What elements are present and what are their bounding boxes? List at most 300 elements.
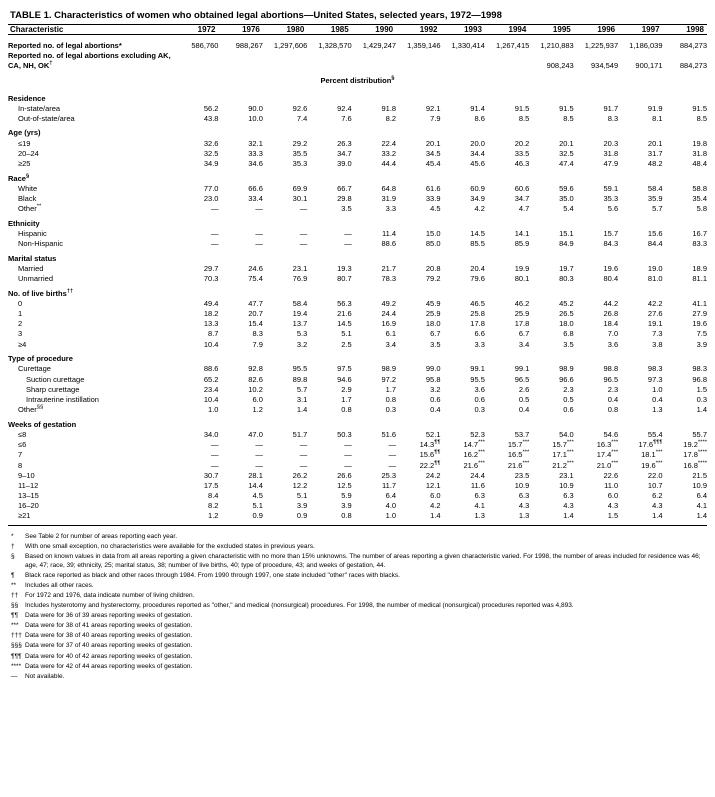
table-cell: 95.5 xyxy=(292,364,308,374)
table-cell: 33.3 xyxy=(248,148,263,158)
table-cell: 56.2 xyxy=(203,103,219,113)
table-cell: 79.6 xyxy=(470,274,485,284)
table-cell: 23.1 xyxy=(292,263,308,273)
table-row xyxy=(8,374,707,384)
table-cell: 2.6 xyxy=(518,384,530,394)
table-cell: 3.9 xyxy=(341,501,352,511)
table-cell: 61.6 xyxy=(425,183,441,193)
empty-cell xyxy=(574,123,618,138)
table-row xyxy=(8,204,707,214)
table-cell: 13.3 xyxy=(203,319,219,329)
table-cell: 4.3 xyxy=(563,501,574,511)
row-label: 13–15 xyxy=(18,491,39,501)
column-header-1998: 1998 xyxy=(686,25,704,34)
table-row xyxy=(8,138,707,148)
table-row xyxy=(8,339,707,349)
empty-cell xyxy=(663,415,707,430)
empty-cell xyxy=(618,169,662,184)
table-cell: 4.7 xyxy=(518,204,530,214)
empty-cell xyxy=(174,169,218,184)
table-cell: 7.5 xyxy=(696,329,707,339)
row-label: 16–20 xyxy=(18,501,39,511)
table-cell: 98.8 xyxy=(603,364,619,374)
table-cell: 91.5 xyxy=(514,103,530,113)
row-label: Reported no. of legal abortions* xyxy=(8,40,122,50)
table-cell: 28.1 xyxy=(248,470,263,480)
table-group-row xyxy=(8,284,707,299)
table-cell: 3.5 xyxy=(430,339,441,349)
table-cell: 24.6 xyxy=(248,263,263,273)
row-label: White xyxy=(18,183,38,193)
empty-cell xyxy=(441,415,485,430)
table-cell: 18.1*** xyxy=(641,449,663,460)
table-cell: 8.2 xyxy=(208,501,219,511)
table-cell: 98.9 xyxy=(559,364,574,374)
table-cell: 0.3 xyxy=(474,405,485,415)
table-cell: 988,267 xyxy=(235,40,263,50)
empty-cell xyxy=(441,349,485,364)
table-cell: 80.1 xyxy=(514,274,530,284)
row-label: 3 xyxy=(18,329,23,339)
empty-cell xyxy=(574,349,618,364)
table-cell: 15.4 xyxy=(248,319,263,329)
footnote-mark: †† xyxy=(11,592,19,600)
table-cell: 85.5 xyxy=(470,239,485,249)
empty-cell xyxy=(441,169,485,184)
table-row xyxy=(8,40,707,51)
table-bottom-rule xyxy=(8,521,707,526)
table-cell: 3.9 xyxy=(696,339,707,349)
table-cell: 54.6 xyxy=(603,429,619,439)
table-cell: 19.9 xyxy=(514,263,530,273)
table-row xyxy=(8,113,707,123)
table-cell: 85.0 xyxy=(425,239,441,249)
row-label: 7 xyxy=(18,450,23,460)
table-cell: 81.0 xyxy=(647,274,663,284)
table-cell: 10.4 xyxy=(203,395,219,404)
table-cell: 55.4 xyxy=(647,429,663,439)
table-cell: 0.5 xyxy=(563,395,574,404)
table-cell: 24.4 xyxy=(470,470,485,480)
row-label: Unmarried xyxy=(18,274,54,284)
table-row xyxy=(8,394,707,404)
table-cell: 45.6 xyxy=(470,159,485,169)
row-label: Weeks of gestation xyxy=(8,419,77,429)
footnote-mark: **** xyxy=(11,662,22,670)
table-cell: 6.6 xyxy=(474,329,485,339)
table-cell: 4.2 xyxy=(430,501,441,511)
table-cell: — xyxy=(299,228,308,238)
empty-cell xyxy=(529,169,573,184)
row-label: Other** xyxy=(18,203,42,214)
table-cell: 0.3 xyxy=(696,395,707,404)
empty-cell xyxy=(174,349,218,364)
empty-cell xyxy=(574,169,618,184)
table-cell: 3.4 xyxy=(385,339,397,349)
table-cell: 1.3 xyxy=(518,511,530,521)
table-row xyxy=(8,183,707,193)
table-cell: 5.1 xyxy=(296,491,308,501)
footnote-item xyxy=(8,673,707,682)
table-row xyxy=(8,263,707,273)
table-cell: 17.8 xyxy=(470,319,485,329)
table-cell: 5.8 xyxy=(696,204,707,214)
empty-cell xyxy=(441,284,485,299)
table-cell: 66.6 xyxy=(248,183,263,193)
table-cell: 900,171 xyxy=(635,60,663,70)
empty-cell xyxy=(218,349,262,364)
table-cell: 47.9 xyxy=(603,159,619,169)
table-cell: — xyxy=(299,460,308,470)
table-row xyxy=(8,480,707,490)
table-row xyxy=(8,405,707,415)
empty-cell xyxy=(396,214,440,229)
table-row xyxy=(8,319,707,329)
table-cell: 20.0 xyxy=(470,138,485,148)
row-label: 11–12 xyxy=(18,480,39,490)
table-cell: 21.5 xyxy=(692,470,707,480)
footnote-text: Includes hysterotomy and hysterectomy, procedures reported as "other," and medical (nonsurgical) procedures. For 1998, the number of medical (nonsurgical) procedures reported was 4,893. xyxy=(25,602,574,610)
table-cell: 1.2 xyxy=(252,405,263,415)
table-cell: 17.5 xyxy=(203,480,219,490)
table-cell: 33.2 xyxy=(381,148,397,158)
table-cell: 16.7 xyxy=(692,228,707,238)
table-cell: 1,297,606 xyxy=(273,40,308,50)
empty-cell xyxy=(396,89,440,104)
table-cell: 32.5 xyxy=(203,148,219,158)
row-label: ≥25 xyxy=(18,159,31,169)
table-cell: 91.9 xyxy=(647,103,663,113)
table-cell: 14.7*** xyxy=(463,439,485,450)
table-cell: 5.1 xyxy=(341,329,352,339)
row-label: Curettage xyxy=(18,364,51,374)
table-cell: 21.6*** xyxy=(463,460,485,470)
table-cell: 4.5 xyxy=(430,204,441,214)
table-cell: 12.5 xyxy=(337,480,352,490)
table-cell: — xyxy=(299,450,308,460)
table-cell: 3.4 xyxy=(518,339,530,349)
table-cell: 8.7 xyxy=(208,329,219,339)
row-label: In-state/area xyxy=(18,103,61,113)
table-cell: 0.8 xyxy=(341,511,352,521)
row-label: Marital status xyxy=(8,253,57,263)
footnote-item xyxy=(8,612,707,621)
row-label: Type of procedure xyxy=(8,354,73,364)
table-cell: 3.2 xyxy=(296,339,308,349)
table-cell: 17.6¶¶¶ xyxy=(638,439,663,450)
table-cell: 34.7 xyxy=(337,148,352,158)
table-cell: 65.2 xyxy=(203,374,219,384)
table-cell: 26.8 xyxy=(603,309,619,319)
table-cell: 97.5 xyxy=(337,364,352,374)
table-cell: 7.3 xyxy=(652,329,663,339)
table-row xyxy=(8,440,707,450)
column-header-1976: 1976 xyxy=(242,25,260,34)
table-cell: 33.4 xyxy=(248,194,263,203)
empty-cell xyxy=(441,249,485,264)
table-cell: 17.1*** xyxy=(552,449,574,460)
table-cell: 14.4 xyxy=(248,480,263,490)
table-cell: 23.0 xyxy=(203,194,219,203)
table-cell: 5.7 xyxy=(652,204,663,214)
table-cell: 6.8 xyxy=(563,329,574,339)
table-row xyxy=(8,274,707,284)
empty-cell xyxy=(263,349,307,364)
table-cell: 27.9 xyxy=(692,309,707,319)
empty-cell xyxy=(485,89,529,104)
empty-cell xyxy=(263,415,307,430)
footnote-mark: §§§ xyxy=(11,642,22,650)
table-cell: 884,273 xyxy=(679,40,707,50)
footnote-text: Data were for 36 of 39 areas reporting weeks of gestation. xyxy=(25,612,193,620)
table-cell: 25.9 xyxy=(514,309,530,319)
column-header-1985: 1985 xyxy=(330,25,349,34)
table-cell: 0.4 xyxy=(430,405,441,415)
table-cell: 30.7 xyxy=(203,470,219,480)
table-cell: 0.6 xyxy=(430,395,441,404)
table-cell: 6.4 xyxy=(696,491,707,501)
empty-cell xyxy=(307,123,351,138)
table-cell: 29.8 xyxy=(337,194,352,203)
empty-cell xyxy=(441,214,485,229)
row-label: Black xyxy=(18,194,37,203)
empty-cell xyxy=(396,169,440,184)
table-cell: 60.9 xyxy=(470,183,485,193)
table-cell: 14.5 xyxy=(470,228,485,238)
table-cell: 10.7 xyxy=(647,480,663,490)
empty-cell xyxy=(663,249,707,264)
table-cell: 59.6 xyxy=(559,183,574,193)
table-cell: 1.4 xyxy=(652,511,663,521)
empty-cell xyxy=(218,214,262,229)
table-cell: 19.7 xyxy=(559,263,574,273)
table-cell: 20.4 xyxy=(470,263,485,273)
row-label: 2 xyxy=(18,319,23,329)
footnote-mark: — xyxy=(11,672,18,680)
footnote-text: Includes all other races. xyxy=(25,581,94,589)
table-cell: 96.5 xyxy=(603,374,619,384)
table-cell: 34.0 xyxy=(203,429,219,439)
row-label: Suction curettage xyxy=(26,374,85,384)
table-group-row xyxy=(8,123,707,138)
empty-cell xyxy=(485,249,529,264)
empty-cell xyxy=(352,169,396,184)
table-cell: 15.7*** xyxy=(507,439,530,450)
column-header-1997: 1997 xyxy=(641,25,660,34)
table-cell: 0.8 xyxy=(607,405,619,415)
row-label: Sharp curettage xyxy=(26,384,80,394)
table-cell: 26.2 xyxy=(292,470,308,480)
table-cell: 0.8 xyxy=(385,395,397,404)
table-cell: 19.6 xyxy=(603,263,619,273)
table-cell: 96.5 xyxy=(514,374,530,384)
table-cell: 15.6 xyxy=(647,228,663,238)
table-cell: 32.5 xyxy=(559,148,574,158)
table-cell: 20.1 xyxy=(559,138,574,148)
table-cell: 11.7 xyxy=(382,480,397,490)
footnote-mark: *** xyxy=(11,622,19,630)
table-row xyxy=(8,329,707,339)
row-label: ≤6 xyxy=(18,440,27,450)
empty-cell xyxy=(529,214,573,229)
footnote-text: Based on known values in data from all areas reporting a given characteristic with no more than 15% unknowns. The number of areas reporting a given characteristic varied. For 1998, the number of areas included for residence was 46; age, 47; race, 39; ethnicity, 25; marital status, 38; number of live births, 40; type of procedure, 43; and weeks of gestation, 44. xyxy=(25,553,701,569)
table-cell: 14.1 xyxy=(514,228,530,238)
table-cell: 19.6 xyxy=(692,319,707,329)
empty-cell xyxy=(485,415,529,430)
table-cell: 6.7 xyxy=(430,329,441,339)
table-cell: 4.2 xyxy=(474,204,485,214)
table-cell: 3.1 xyxy=(296,395,308,404)
table-cell: 7.9 xyxy=(252,339,263,349)
table-cell: 83.3 xyxy=(692,239,707,249)
table-cell: 7.9 xyxy=(430,113,441,123)
table-cell: — xyxy=(210,228,219,238)
table-cell: 908,243 xyxy=(546,60,574,70)
table-row xyxy=(8,298,707,308)
table-cell: 19.4 xyxy=(292,309,308,319)
table-cell: 98.3 xyxy=(692,364,707,374)
table-cell: 26.5 xyxy=(559,309,574,319)
footnote-item xyxy=(8,653,707,662)
table-cell: 3.5 xyxy=(563,339,574,349)
empty-cell xyxy=(218,123,262,138)
table-cell: 30.1 xyxy=(292,194,308,203)
table-cell: 33.9 xyxy=(425,194,441,203)
table-cell: 6.7 xyxy=(518,329,530,339)
row-label: Age (yrs) xyxy=(8,128,41,138)
empty-cell xyxy=(529,415,573,430)
table-cell: — xyxy=(299,239,308,249)
table-cell: 80.3 xyxy=(559,274,574,284)
empty-cell xyxy=(574,89,618,104)
column-header-1996: 1996 xyxy=(597,25,616,34)
row-label: 1 xyxy=(18,309,23,319)
empty-cell xyxy=(263,89,307,104)
table-cell: 17.8 xyxy=(514,319,530,329)
table-cell: 19.3 xyxy=(337,263,352,273)
row-label: Race§ xyxy=(8,173,30,183)
row-label: No. of live births†† xyxy=(8,288,74,298)
column-header-1993: 1993 xyxy=(464,25,482,34)
table-cell: 35.4 xyxy=(692,194,707,203)
table-cell: 1,186,039 xyxy=(629,40,663,50)
table-cell: 29.2 xyxy=(292,138,308,148)
empty-cell xyxy=(307,284,351,299)
table-row xyxy=(8,158,707,168)
empty-cell xyxy=(218,284,262,299)
table-cell: 7.4 xyxy=(296,113,308,123)
row-label: Hispanic xyxy=(18,228,47,238)
empty-cell xyxy=(352,249,396,264)
table-cell: 17.4*** xyxy=(596,449,619,460)
table-cell: 79.2 xyxy=(425,274,441,284)
empty-cell xyxy=(663,169,707,184)
table-cell: 4.1 xyxy=(474,501,485,511)
table-cell: 58.4 xyxy=(647,183,663,193)
empty-cell xyxy=(529,123,573,138)
table-cell: 96.8 xyxy=(692,374,707,384)
table-cell: 11.6 xyxy=(470,480,485,490)
table-row xyxy=(8,450,707,460)
table-cell: 20.2 xyxy=(514,138,530,148)
table-cell: 5.3 xyxy=(296,329,308,339)
table-cell: 7.6 xyxy=(341,113,352,123)
table-cell: 6.0 xyxy=(607,491,619,501)
table-cell: 16.2*** xyxy=(463,449,485,460)
table-row xyxy=(8,491,707,501)
table-cell: 14.5 xyxy=(337,319,352,329)
table-cell: 1.0 xyxy=(208,405,219,415)
table-cell: 22.2¶¶ xyxy=(419,460,441,470)
table-cell: 25.9 xyxy=(425,309,441,319)
table-row xyxy=(8,148,707,158)
table-cell xyxy=(218,51,262,71)
footnote-text: Data were for 38 of 41 areas reporting weeks of gestation. xyxy=(25,622,193,630)
empty-cell xyxy=(307,349,351,364)
footnote-mark: * xyxy=(11,533,14,541)
table-cell: 59.1 xyxy=(603,183,619,193)
column-header-1972: 1972 xyxy=(197,25,216,34)
table-cell: 6.3 xyxy=(563,491,574,501)
footnote-item xyxy=(8,632,707,641)
table-cell: 25.3 xyxy=(381,470,397,480)
table-cell: 98.3 xyxy=(647,364,663,374)
table-cell: 19.2**** xyxy=(683,439,707,450)
table-cell: 0.4 xyxy=(652,395,663,404)
table-cell: 44.2 xyxy=(603,298,619,308)
table-cell: 1,328,570 xyxy=(318,40,352,50)
table-cell: 1.4 xyxy=(296,405,308,415)
table-cell: 3.5 xyxy=(341,204,352,214)
row-label: Ethnicity xyxy=(8,218,40,228)
table-cell: 8.1 xyxy=(652,113,663,123)
table-cell xyxy=(441,51,485,71)
empty-cell xyxy=(618,349,662,364)
table-cell: 22.6 xyxy=(603,470,619,480)
table-cell: 21.7 xyxy=(381,263,397,273)
footnote-item xyxy=(8,663,707,672)
table-row xyxy=(8,103,707,113)
table-cell: 8.5 xyxy=(563,113,574,123)
table-cell: 3.3 xyxy=(385,204,397,214)
footnote-item xyxy=(8,572,707,581)
table-cell: 5.6 xyxy=(607,204,619,214)
table-cell: — xyxy=(344,450,352,460)
table-cell: 23.1 xyxy=(559,470,574,480)
column-header-1980: 1980 xyxy=(286,25,305,34)
table-cell: 1.5 xyxy=(607,511,619,521)
empty-cell xyxy=(352,415,396,430)
column-header-1994: 1994 xyxy=(508,25,527,34)
table-cell: 76.9 xyxy=(292,274,308,284)
empty-cell xyxy=(263,284,307,299)
footnote-item xyxy=(8,543,707,552)
empty-cell xyxy=(618,284,662,299)
empty-cell xyxy=(174,415,218,430)
table-cell: 35.5 xyxy=(292,148,308,158)
table-cell: 20.7 xyxy=(248,309,263,319)
footnote-text: Data were for 40 of 42 areas reporting weeks of gestation. xyxy=(25,652,193,660)
empty-cell xyxy=(307,169,351,184)
table-cell: 49.4 xyxy=(203,298,219,308)
row-label: ≤8 xyxy=(18,429,27,439)
table-cell: 34.6 xyxy=(248,159,263,169)
table-cell: 32.6 xyxy=(203,138,219,148)
footnote-text: Data were for 37 of 40 areas reporting weeks of gestation. xyxy=(25,642,193,650)
table-cell: 15.7*** xyxy=(552,439,574,450)
table-group-row xyxy=(8,349,707,364)
table-cell: 98.9 xyxy=(381,364,397,374)
